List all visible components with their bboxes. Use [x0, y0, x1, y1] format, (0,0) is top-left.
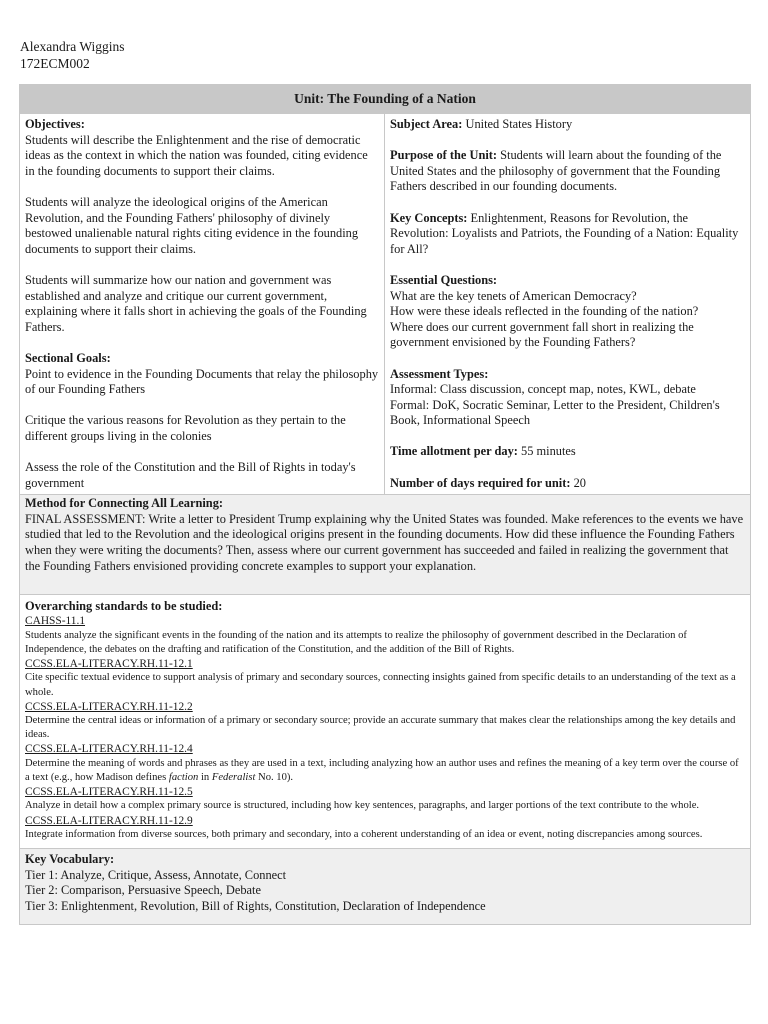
essential-questions-label: Essential Questions: — [390, 272, 498, 287]
objective-item: Students will describe the Enlightenment and the rise of democratic ideas as the context in which the nation was founded, citing evidence in the founding documents to support their claims. — [25, 132, 368, 178]
standard-text-part: Determine the meaning of words and phrases as they are used in a text, including analyzing how an author uses and refines the meaning of a key term over the course of a text (e.g., how Madison defines — [25, 757, 739, 783]
standards-label: Overarching standards to be studied: — [25, 599, 223, 614]
sectional-goal-item: Critique the various reasons for Revolution as they pertain to the different groups living in the colonies — [25, 413, 346, 443]
vocabulary-tier: Tier 1: Analyze, Critique, Assess, Annotate, Connect — [25, 867, 287, 882]
standard-text-emphasis: Federalist — [211, 771, 256, 783]
objective-item: Students will analyze the ideological origins of the American Revolution, and the Founding Fathers' philosophy of divinely bestowed unalienable natural rights citing evidence in the founding documents to support their claims. — [25, 194, 359, 256]
essential-question: What are the key tenets of American Democracy? — [390, 288, 637, 303]
standard-code[interactable]: CCSS.ELA-LITERACY.RH.11-12.1 — [25, 657, 193, 670]
author-name: Alexandra Wiggins — [20, 39, 125, 54]
days-label: Number of days required for unit: — [390, 475, 571, 490]
unit-purpose — [390, 148, 745, 195]
standards-cell — [20, 595, 751, 849]
standard-text-part: No. 10). — [255, 771, 294, 783]
subject-label: Subject Area: — [390, 117, 463, 131]
subject-area — [390, 117, 745, 133]
key-concepts — [390, 211, 745, 258]
method-label: Method for Connecting All Learning: — [25, 496, 224, 511]
standard-text: Determine the central ideas or information of a primary or secondary source; provide an accurate summary that makes clear the relationships among the key details and ideas. — [25, 715, 736, 741]
assessment-types-label: Assessment Types: — [390, 366, 489, 381]
subject-value: United States History — [465, 117, 573, 131]
standard-text: Cite specific textual evidence to support analysis of primary and secondary sources, connecting insights gained from specific details to an understanding of the text as a whole. — [25, 672, 736, 698]
document-header — [20, 38, 125, 72]
vocabulary-label: Key Vocabulary: — [25, 852, 115, 867]
standard-code[interactable]: CCSS.ELA-LITERACY.RH.11-12.2 — [25, 700, 193, 713]
vocabulary-cell — [20, 849, 751, 924]
essential-question: Where does our current government fall short in realizing the government envisioned by the Founding Fathers? — [390, 319, 694, 350]
standard-text: Integrate information from diverse sources, both primary and secondary, into a coherent understanding of an idea or event, noting discrepancies among sources. — [25, 829, 703, 841]
objectives-cell — [20, 114, 385, 495]
standard-text-part: in — [198, 771, 212, 783]
author-code: 172ECM002 — [20, 56, 90, 71]
unit-plan-table — [19, 84, 751, 925]
concepts-value: Enlightenment, Reasons for Revolution, the Revolution: Loyalists and Patriots, the Founding of a Nation: Equality for All? — [390, 210, 739, 256]
essential-question: How were these ideals reflected in the founding of the nation? — [390, 304, 699, 319]
days-required — [390, 476, 745, 492]
days-value: 20 — [573, 475, 586, 490]
time-label: Time allotment per day: — [390, 444, 518, 459]
method-cell — [20, 495, 751, 595]
purpose-label: Purpose of the Unit: — [390, 148, 498, 163]
time-value: 55 minutes — [521, 444, 576, 459]
purpose-value: Students will learn about the founding of the United States and the philosophy of government that the Founding Fathers described in our founding documents. — [390, 148, 722, 194]
standard-code[interactable]: CAHSS-11.1 — [25, 615, 86, 628]
concepts-label: Key Concepts: — [390, 210, 468, 225]
unit-details-cell — [385, 114, 751, 495]
standard-text — [25, 757, 745, 785]
sectional-goal-item: Point to evidence in the Founding Documents that relay the philosophy of our Founding Fathers — [25, 366, 379, 397]
assessment-formal: Formal: DoK, Socratic Seminar, Letter to the President, Children's Book, Informational Speech — [390, 397, 720, 428]
standard-code[interactable]: CCSS.ELA-LITERACY.RH.11-12.4 — [25, 743, 193, 756]
sectional-goals-label: Sectional Goals: — [25, 350, 111, 365]
standard-text-emphasis: faction — [168, 771, 199, 783]
standard-code[interactable]: CCSS.ELA-LITERACY.RH.11-12.5 — [25, 785, 193, 798]
sectional-goal-item: Assess the role of the Constitution and the Bill of Rights in today's government — [25, 460, 356, 490]
vocabulary-tier: Tier 3: Enlightenment, Revolution, Bill of Rights, Constitution, Declaration of Independence — [25, 898, 486, 913]
vocabulary-tier: Tier 2: Comparison, Persuasive Speech, Debate — [25, 883, 261, 898]
assessment-informal: Informal: Class discussion, concept map, notes, KWL, debate — [390, 382, 696, 397]
standard-text: Students analyze the significant events in the founding of the nation and its attempts to realize the philosophy of government described in the Declaration of Independence, the debates on the drafting and ratification of the Constitution, and the addition of the Bill of Rights. — [25, 629, 687, 655]
standard-code[interactable]: CCSS.ELA-LITERACY.RH.11-12.9 — [25, 814, 193, 827]
objectives-label: Objectives: — [25, 117, 85, 131]
objective-item: Students will summarize how our nation and government was established and analyze and critique our current government, explaining where it falls short in achieving the goals of the Founding Fathers. — [25, 272, 367, 334]
unit-title: Unit: The Founding of a Nation — [20, 85, 751, 114]
time-allotment — [390, 444, 745, 460]
standard-text: Analyze in detail how a complex primary source is structured, including how key sentences, paragraphs, and larger portions of the text contribute to the whole. — [25, 800, 700, 812]
method-text: FINAL ASSESSMENT: Write a letter to President Trump explaining why the United States was founded. Make references to the events we have studied that led to the Revolution and the ideological origins present in the founding documents. How did these influence the Founding Fathers when they were writing the documents? Then, assess where our current government has succeeded and failed in realizing the government that the Founding Fathers envisioned providing concrete examples to support your explanation. — [25, 511, 744, 573]
